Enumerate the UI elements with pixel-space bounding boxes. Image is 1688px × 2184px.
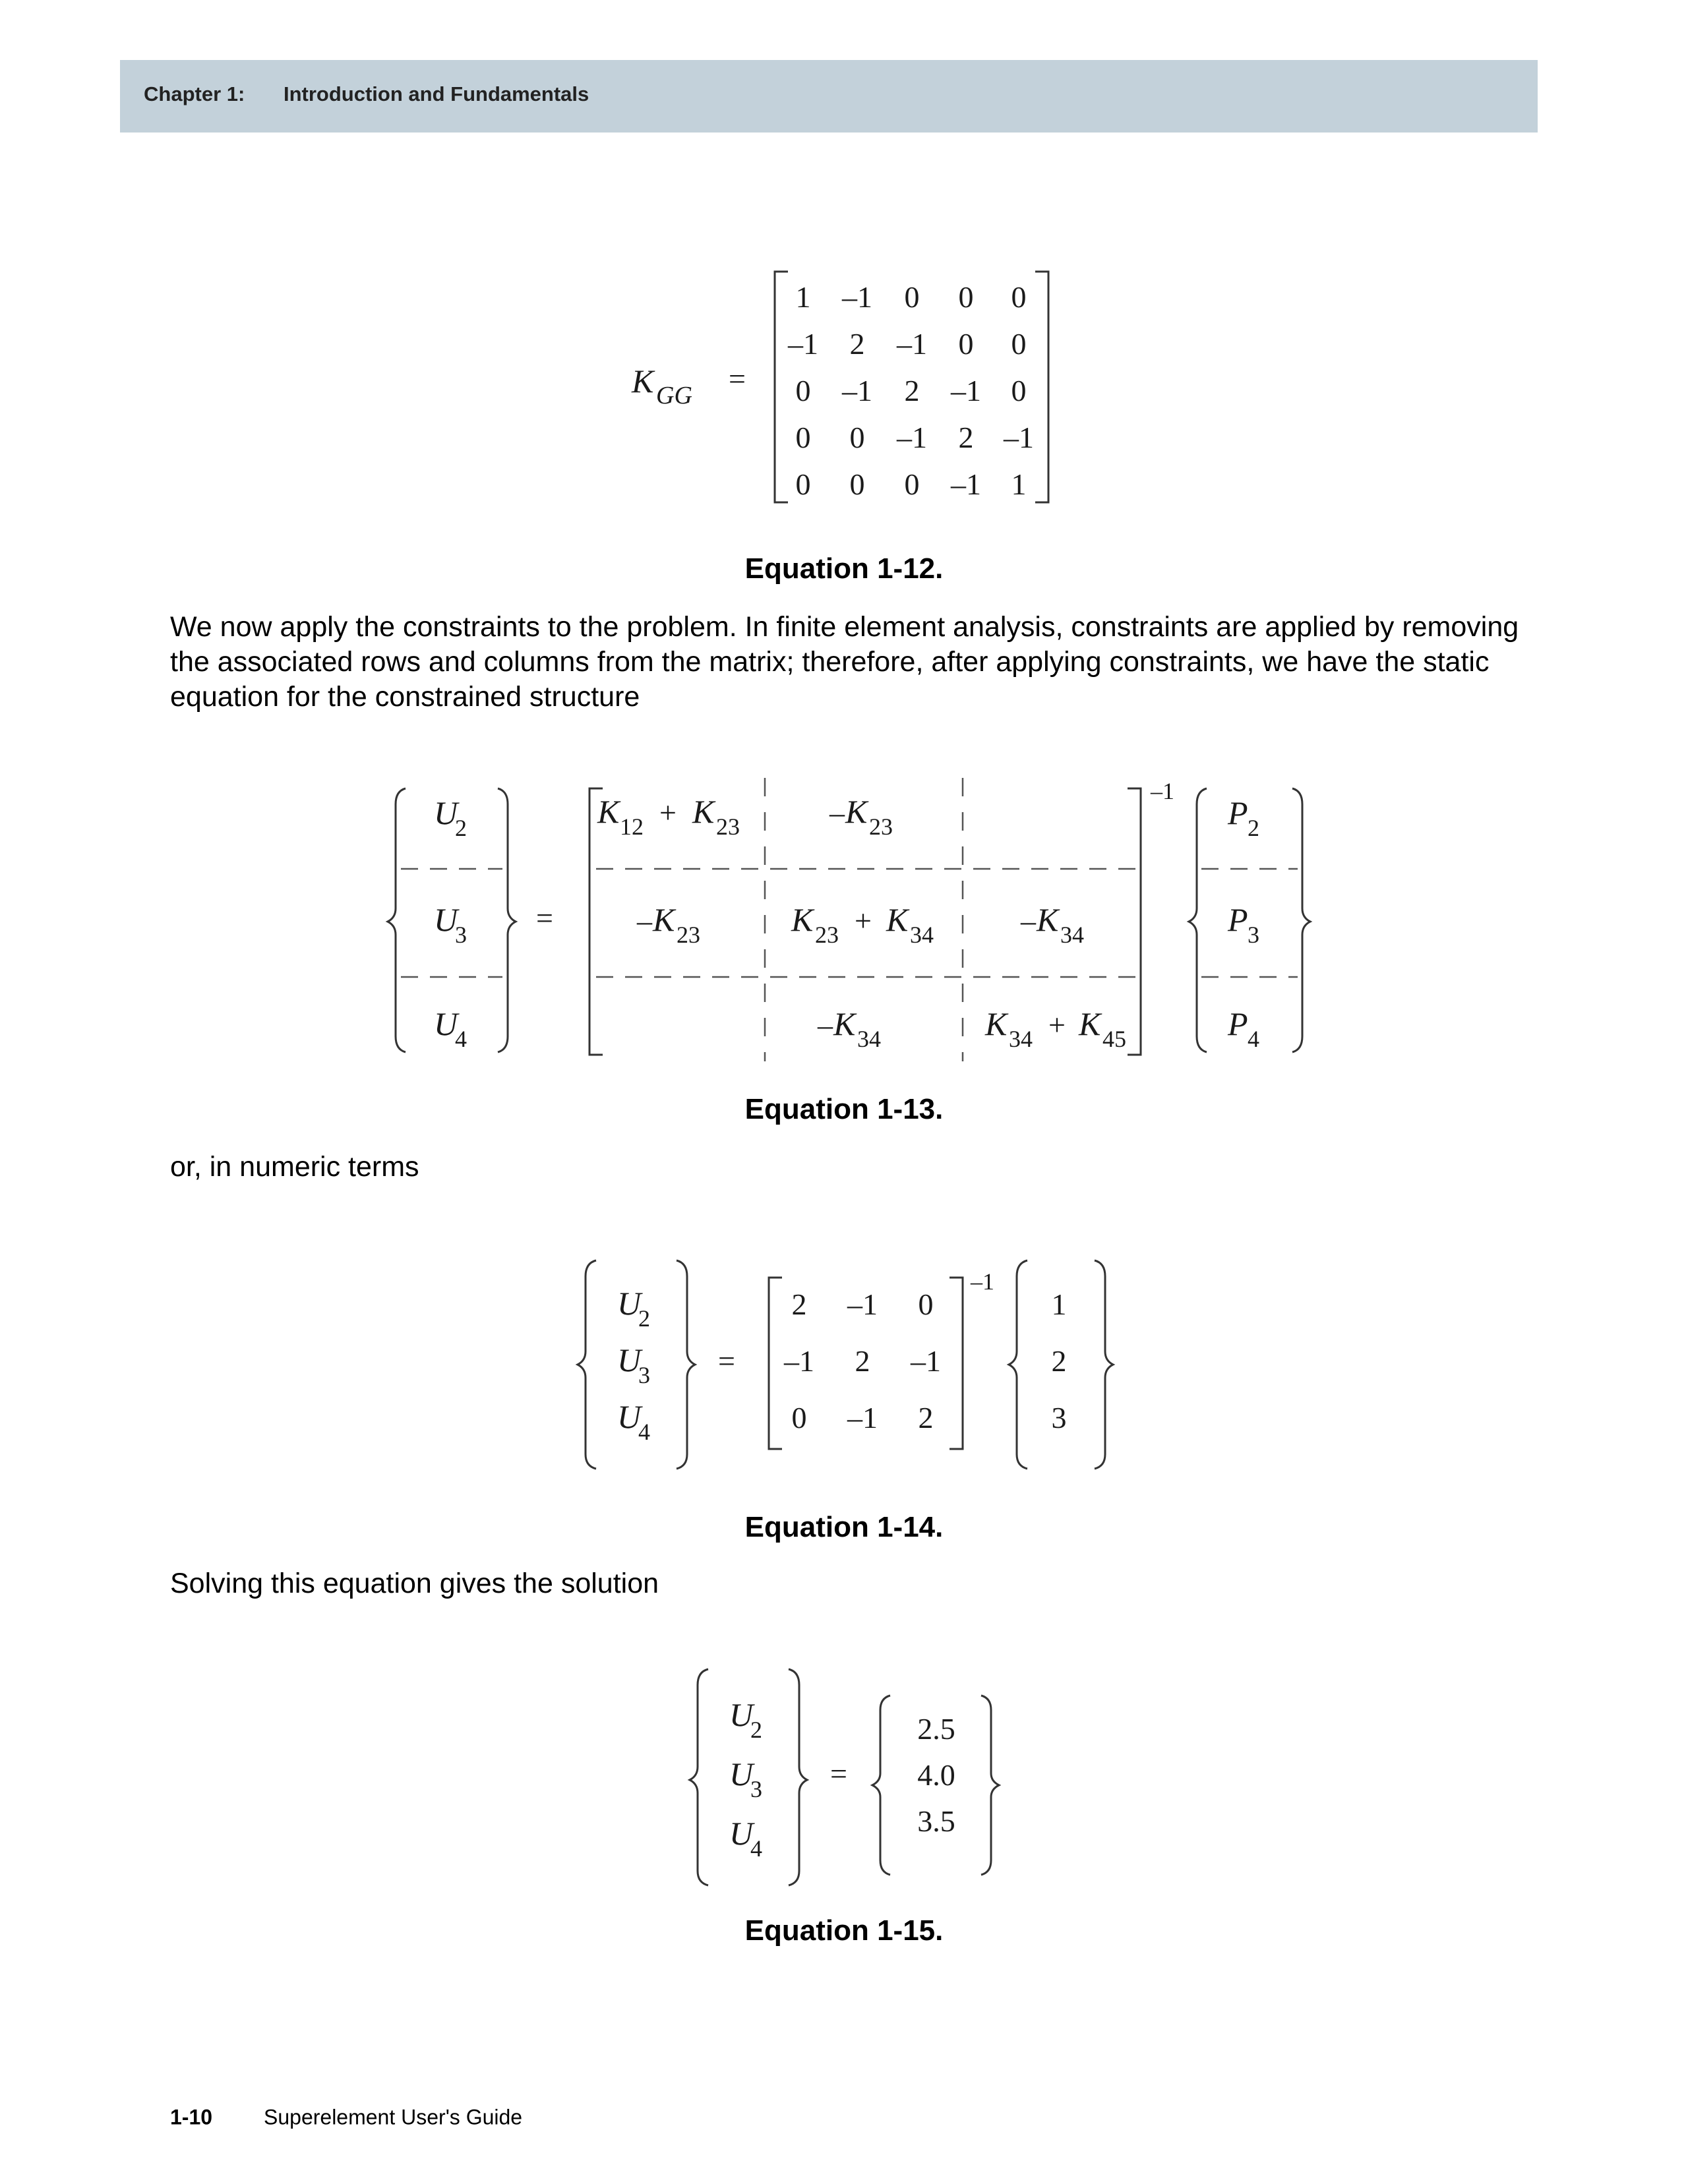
eq14-inverse-exponent: –1: [971, 1268, 994, 1295]
eq13-u-subscript: 4: [455, 1026, 467, 1052]
eq12-cell: 0: [904, 467, 920, 501]
eq13-k-symbol: K: [791, 901, 814, 938]
chapter-label: Chapter 1:: [144, 82, 245, 105]
eq12-cell: 1: [1011, 467, 1027, 501]
eq12-cell: 0: [1011, 374, 1027, 407]
eq12-cell: 2: [958, 421, 974, 454]
eq13-u-subscript: 2: [455, 815, 467, 841]
eq12-lhs-subscript: GG: [656, 382, 692, 409]
eq14-u-left-brace: [578, 1260, 596, 1469]
eq15-u-subscript: 3: [750, 1776, 762, 1802]
eq13-p-symbol: P: [1228, 794, 1248, 831]
eq14-cell: –1: [784, 1344, 814, 1378]
eq12-cell: –1: [951, 374, 981, 407]
eq14-cell: –1: [911, 1344, 941, 1378]
body-paragraph-constraints: We now apply the constraints to the problem. In finite element analysis, constraints are applied by removing the associated rows and columns from the matrix; therefore, after applying constraints, we have the static equation for the constrained structure: [170, 611, 1519, 713]
body-paragraph-numeric: or, in numeric terms: [170, 1151, 419, 1183]
eq12-cell: –1: [842, 280, 872, 314]
eq14-cell: 0: [918, 1287, 934, 1321]
eq13-k-symbol: K: [1079, 1005, 1101, 1042]
eq13-plus-sign: +: [1048, 1008, 1066, 1042]
eq13-u-symbol: U: [434, 901, 458, 938]
eq14-u-symbol: U: [617, 1342, 642, 1378]
eq14-left-bracket: [769, 1278, 782, 1449]
equation-1-15: [690, 1669, 999, 1885]
eq14-rhs-value: 2: [1051, 1344, 1067, 1378]
eq14-cell: –1: [847, 1287, 878, 1321]
eq14-cell: 2: [855, 1344, 870, 1378]
eq13-p-subscript: 2: [1248, 815, 1259, 841]
eq13-cell-r3c2: [817, 1005, 881, 1052]
eq15-rhs-value: 2.5: [917, 1712, 955, 1746]
eq12-cell: –1: [788, 327, 818, 361]
eq15-rhs-value: 4.0: [917, 1758, 955, 1792]
eq15-rhs-left-brace: [872, 1696, 890, 1875]
eq12-cell: –1: [951, 467, 981, 501]
eq12-right-bracket: [1035, 272, 1048, 502]
eq13-u-subscript: 3: [455, 922, 467, 948]
eq13-cell-r3c3: [984, 1005, 1126, 1052]
eq13-cell-r2c1: [636, 901, 700, 948]
footer-guide-title: Superelement User's Guide: [264, 2105, 523, 2129]
eq13-k-subscript: 12: [620, 813, 644, 840]
footer-page-number: 1-10: [170, 2105, 213, 2129]
eq12-cell: 0: [849, 421, 865, 454]
eq13-cell-r2c3: [1020, 901, 1084, 948]
eq15-u-right-brace: [789, 1669, 807, 1885]
eq14-u-subscript: 3: [638, 1362, 650, 1388]
eq13-cell-r1c1: [597, 793, 740, 840]
eq12-cell: 0: [849, 467, 865, 501]
eq15-u-subscript: 4: [750, 1835, 762, 1862]
eq13-k-symbol: K: [845, 793, 868, 830]
eq13-k-subscript: 34: [857, 1026, 881, 1052]
eq12-cell: 0: [1011, 327, 1027, 361]
eq12-cell: 0: [1011, 280, 1027, 314]
eq14-cell: –1: [847, 1401, 878, 1434]
eq13-p-right-brace: [1292, 788, 1310, 1052]
eq15-u-left-brace: [690, 1669, 708, 1885]
eq15-u-symbol: U: [729, 1756, 754, 1792]
eq13-equals-sign: =: [536, 901, 553, 935]
eq14-cell: 0: [791, 1401, 807, 1434]
eq13-k-symbol: K: [886, 901, 909, 938]
eq14-matrix: [783, 1287, 941, 1434]
eq13-minus-sign: –: [1021, 904, 1036, 937]
eq14-right-bracket: [950, 1278, 963, 1449]
eq15-u-symbol: U: [729, 1815, 754, 1852]
body-paragraph-solving: Solving this equation gives the solution: [170, 1568, 659, 1599]
eq15-rhs-value: 3.5: [917, 1804, 955, 1838]
eq14-rhs-value: 3: [1051, 1401, 1067, 1434]
eq13-minus-sign: –: [637, 904, 652, 937]
eq12-cell: –1: [1004, 421, 1034, 454]
eq13-k-subscript: 45: [1102, 1026, 1126, 1052]
eq13-inverse-exponent: –1: [1151, 778, 1174, 804]
eq13-cell-r1c2: [829, 793, 893, 840]
eq15-u-symbol: U: [729, 1696, 754, 1733]
eq13-p-subscript: 3: [1248, 922, 1259, 948]
eq14-equals-sign: =: [718, 1344, 735, 1378]
eq13-k-subscript: 23: [815, 922, 839, 948]
eq14-u-symbol: U: [617, 1285, 642, 1322]
eq13-k-symbol: K: [833, 1005, 856, 1042]
eq12-cell: –1: [842, 374, 872, 407]
eq12-equals-sign: =: [729, 362, 746, 396]
eq14-u-symbol: U: [617, 1398, 642, 1435]
eq13-k-subscript: 34: [1009, 1026, 1033, 1052]
eq14-rhs-value: 1: [1051, 1287, 1067, 1321]
eq14-u-right-brace: [677, 1260, 695, 1469]
eq13-p-left-brace: [1189, 788, 1207, 1052]
eq14-u-subscript: 4: [638, 1419, 650, 1445]
equation-1-15-caption: Equation 1-15.: [744, 1914, 944, 1947]
eq14-rhs-right-brace: [1095, 1260, 1113, 1469]
eq13-p-subscript: 4: [1248, 1026, 1259, 1052]
eq15-u-subscript: 2: [750, 1717, 762, 1743]
equation-1-12: [631, 272, 1048, 502]
eq12-cell: 0: [904, 280, 920, 314]
chapter-title: Introduction and Fundamentals: [284, 82, 589, 105]
eq14-cell: 2: [918, 1401, 934, 1434]
eq14-cell: 2: [791, 1287, 807, 1321]
eq14-u-subscript: 2: [638, 1305, 650, 1332]
eq12-cell: 0: [795, 467, 811, 501]
eq13-k-symbol: K: [653, 901, 675, 938]
eq13-u-symbol: U: [434, 794, 458, 831]
eq13-k-subscript: 23: [677, 922, 700, 948]
eq12-cell: 2: [849, 327, 865, 361]
eq13-k-subscript: 23: [869, 813, 893, 840]
eq12-cell: 0: [795, 374, 811, 407]
eq15-rhs-right-brace: [981, 1696, 999, 1875]
equation-1-14: [578, 1260, 1113, 1469]
eq14-rhs-left-brace: [1009, 1260, 1027, 1469]
eq12-cell: 2: [904, 374, 920, 407]
eq12-lhs-symbol: K: [632, 363, 654, 399]
eq13-p-symbol: P: [1228, 901, 1248, 938]
eq12-cell: 1: [795, 280, 811, 314]
eq13-k-symbol: K: [1037, 901, 1059, 938]
eq13-plus-sign: +: [855, 904, 872, 937]
eq13-k-symbol: K: [692, 793, 715, 830]
eq13-k-subscript: 23: [716, 813, 740, 840]
eq13-u-left-brace: [388, 788, 406, 1052]
eq13-k-symbol: K: [597, 793, 620, 830]
eq13-u-symbol: U: [434, 1005, 458, 1042]
eq13-u-right-brace: [498, 788, 516, 1052]
eq12-matrix: [787, 280, 1034, 501]
eq13-k-subscript: 34: [1060, 922, 1084, 948]
equation-1-14-caption: Equation 1-14.: [744, 1511, 944, 1543]
eq13-k-symbol: K: [985, 1005, 1008, 1042]
eq13-cell-r2c2: [791, 901, 934, 948]
eq12-cell: 0: [958, 327, 974, 361]
eq12-cell: 0: [958, 280, 974, 314]
eq12-cell: –1: [897, 421, 927, 454]
eq13-plus-sign: +: [659, 796, 677, 829]
equation-1-13: [388, 778, 1310, 1061]
eq13-p-symbol: P: [1228, 1005, 1248, 1042]
eq12-cell: 0: [795, 421, 811, 454]
eq12-left-bracket: [775, 272, 788, 502]
equation-1-13-caption: Equation 1-13.: [744, 1093, 944, 1125]
eq12-cell: –1: [897, 327, 927, 361]
eq13-minus-sign: –: [829, 796, 845, 829]
eq15-equals-sign: =: [830, 1757, 847, 1790]
eq13-minus-sign: –: [818, 1008, 833, 1042]
eq13-right-bracket: [1128, 788, 1141, 1055]
equation-1-12-caption: Equation 1-12.: [744, 552, 944, 585]
eq13-k-subscript: 34: [910, 922, 934, 948]
